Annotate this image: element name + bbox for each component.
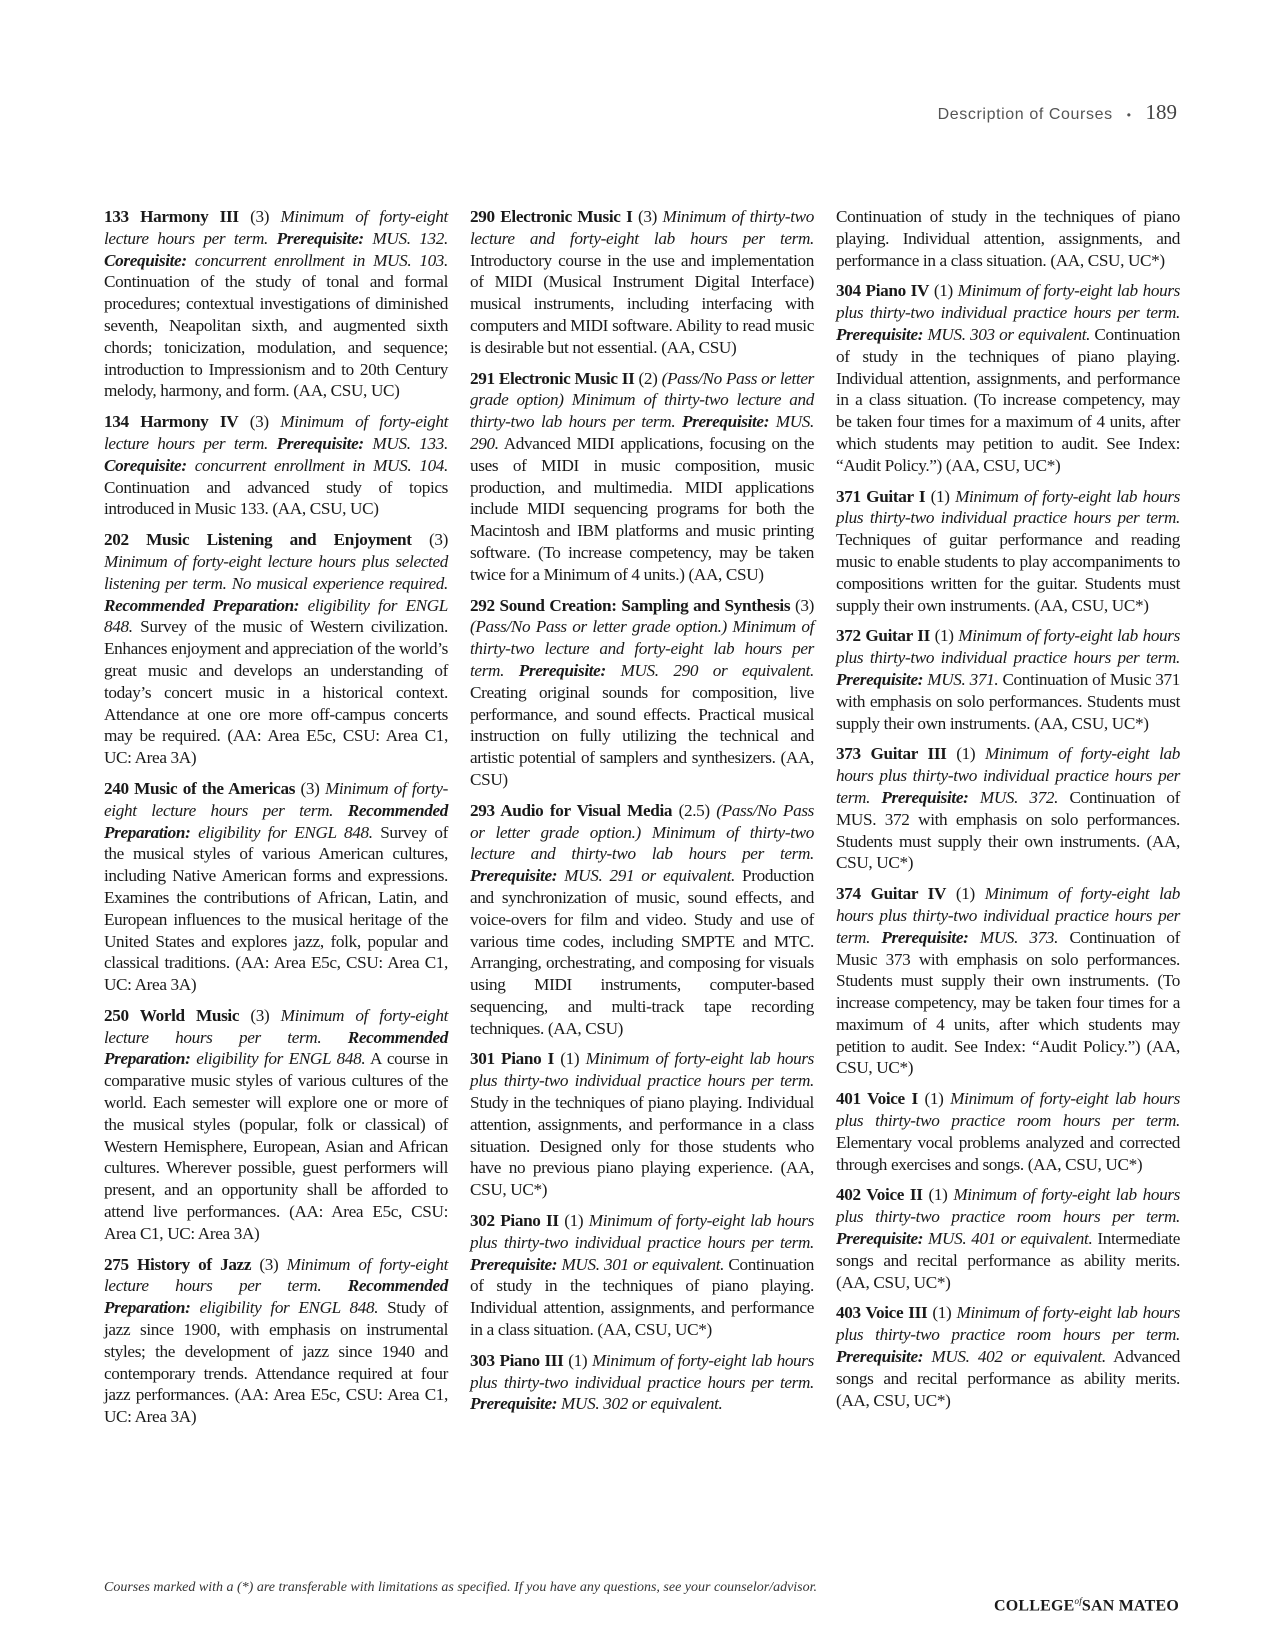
- course-details: Minimum of forty-eight lecture hours plus selected listening per term. No musical experience required.: [104, 551, 448, 593]
- logo-text-of: of: [1074, 1596, 1082, 1606]
- requirement-label: Prerequisite:: [881, 927, 969, 947]
- course-entry: [836, 1184, 1180, 1293]
- course-details: Minimum of forty-eight lecture hours per term.: [104, 778, 449, 820]
- course-description: Production and synchronization of music, sound effects, and voice-overs for film and video. Study and use of various time codes, including SMPTE and MTC. Arranging, orchestrating, and composing for visuals using MIDI instruments, computer-based sequencing, and multi-track tape recording techniques. (AA, CSU): [470, 866, 814, 1038]
- requirement-label: Corequisite:: [104, 250, 187, 270]
- course-description: Elementary vocal problems analyzed and corrected through exercises and songs. (AA, CSU, UC*): [836, 1132, 1180, 1174]
- course-description: (1): [917, 1089, 951, 1109]
- course-description: Advanced MIDI applications, focusing on the uses of MIDI in music composition, music production, and multimedia. MIDI applications include MIDI sequencing programs for both the Macintosh and IBM platforms and music printing software. (To increase competency, may be taken twice for a Minimum of 4 units.) (AA, CSU): [470, 433, 814, 584]
- course-title: 402 Voice II: [836, 1185, 923, 1205]
- course-details: MUS. 133.: [363, 433, 448, 453]
- course-entry: [836, 206, 1180, 271]
- requirement-label: Recommended Preparation:: [104, 1027, 448, 1069]
- course-title: 275 History of Jazz: [104, 1254, 252, 1274]
- course-description: (1): [946, 744, 986, 764]
- requirement-label: Prerequisite:: [836, 324, 924, 344]
- course-description: Study in the techniques of piano playing. Individual attention, assignments, and performance in a class situation. Designed only for those students who have no previous piano playing experience. (AA, CSU, UC*): [470, 1093, 814, 1200]
- column-1: [104, 206, 448, 1437]
- course-details: Minimum of forty-eight lab hours plus thirty-two individual practice hours per term.: [836, 626, 1180, 668]
- course-details: MUS. 372.: [968, 787, 1059, 807]
- course-details: eligibility for ENGL 848.: [190, 1298, 379, 1318]
- requirement-label: Prerequisite:: [881, 787, 969, 807]
- course-description: (3): [239, 1005, 281, 1025]
- course-description: Introductory course in the use and implementation of MIDI (Musical Instrument Digital Interface) musical instruments, including interfacing with computers and MIDI software. Ability to read music is desirable but not essential. (AA, CSU): [470, 250, 814, 357]
- course-title: 133 Harmony III: [104, 207, 239, 226]
- course-details: MUS. 402 or equivalent.: [923, 1347, 1106, 1367]
- requirement-label: Recommended Preparation:: [104, 595, 300, 615]
- course-details: MUS. 373.: [968, 927, 1059, 947]
- course-details: MUS. 301 or equivalent.: [557, 1254, 725, 1274]
- requirement-label: Corequisite:: [104, 455, 187, 475]
- course-entry: [104, 1254, 448, 1428]
- course-title: 292 Sound Creation: Sampling and Synthesis: [470, 595, 791, 615]
- course-details: MUS. 290 or equivalent.: [605, 660, 815, 680]
- course-entry: [836, 486, 1180, 617]
- course-description: Study of jazz since 1900, with emphasis on instrumental styles; the development of jazz since 1940 and contemporary trends. Attendance required at four jazz performances. (AA: Area E5c, CSU: Area C1, UC: Area 3A): [104, 1298, 448, 1427]
- course-title: 371 Guitar I: [836, 486, 926, 506]
- course-title: 373 Guitar III: [836, 744, 947, 764]
- course-details: (Pass/No Pass or letter grade option.) Minimum of thirty-two lecture and thirty-two lab hours per term.: [470, 800, 815, 864]
- course-title: 403 Voice III: [836, 1303, 928, 1323]
- course-entry: [836, 883, 1180, 1079]
- course-entry: [836, 1302, 1180, 1411]
- running-header: [938, 100, 1177, 125]
- logo-text-college: COLLEGE: [993, 1597, 1075, 1615]
- course-details: Minimum of forty-eight lecture hours per term.: [104, 1254, 448, 1296]
- requirement-label: Prerequisite:: [470, 1394, 558, 1414]
- course-entry: [104, 411, 448, 520]
- course-description: Survey of the musical styles of various American cultures, including Native American forms and expressions. Examines the contributions of African, Latin, and European influences to the musical heritage of the United States and explores jazz, folk, popular and classical traditions. (AA: Area E5c, CSU: Area C1, UC: Area 3A): [104, 822, 448, 995]
- requirement-label: Prerequisite:: [276, 433, 364, 453]
- course-details: MUS. 401 or equivalent.: [923, 1229, 1093, 1249]
- course-description: Creating original sounds for composition, live performance, and sound effects. Practical musical instruction on fully utilizing the technical and artistic potential of samplers and synthesizers. (AA, CSU): [470, 682, 814, 789]
- course-details: concurrent enrollment in MUS. 104.: [186, 455, 448, 475]
- course-description: Continuation of study in the techniques of piano playing. Individual attention, assignments, and performance in a class situation. (To increase competency, may be taken four times for a maximum of 4 units, after which students may petition to audit. See Index: “Audit Policy.”) (AA, CSU, UC*): [836, 324, 1180, 475]
- requirement-label: Prerequisite:: [836, 1229, 924, 1249]
- footnote: Courses marked with a (*) are transferable with limitations as specified. If you have any questions, see your counselor/advisor.: [104, 1580, 818, 1595]
- course-description: (2.5): [672, 800, 717, 820]
- course-entry: [836, 743, 1180, 874]
- course-description: Techniques of guitar performance and reading music to enable students to play accompaniments to compositions written for the guitar. Students must supply their own instruments. (AA, CSU, UC*): [836, 530, 1180, 615]
- course-details: eligibility for ENGL 848.: [190, 1049, 366, 1069]
- course-description: Continuation of study in the techniques of piano playing. Individual attention, assignments, and performance in a class situation. (AA, CSU, UC*): [836, 207, 1180, 270]
- course-details: MUS. 302 or equivalent.: [557, 1394, 723, 1414]
- course-description: (1): [929, 281, 958, 301]
- course-entry: [470, 1210, 814, 1341]
- requirement-label: Recommended Preparation:: [104, 1276, 448, 1318]
- course-description: (3): [238, 412, 281, 432]
- course-description: Advanced songs and recital performance as ability merits. (AA, CSU, UC*): [836, 1347, 1180, 1410]
- course-details: concurrent enrollment in MUS. 103.: [186, 250, 448, 270]
- course-details: Minimum of forty-eight lab hours plus thirty-two individual practice hours per term.: [836, 486, 1180, 528]
- course-description: (3): [238, 207, 281, 226]
- course-entry: [836, 1088, 1180, 1175]
- header-separator: •: [1126, 108, 1132, 122]
- page-number: 189: [1145, 100, 1177, 124]
- course-title: 202 Music Listening and Enjoyment: [104, 530, 412, 550]
- course-title: 250 World Music: [104, 1005, 240, 1025]
- course-title: 374 Guitar IV: [836, 884, 947, 904]
- column-3: [836, 206, 1180, 1420]
- course-details: MUS. 291 or equivalent.: [557, 866, 735, 886]
- section-title: Description of Courses: [937, 106, 1113, 123]
- course-entry: [470, 800, 814, 1040]
- course-description: Continuation of Music 371 with emphasis on solo performances. Students must supply their own instruments. (AA, CSU, UC*): [836, 669, 1180, 733]
- course-details: Minimum of forty-eight lecture hours per term.: [104, 1005, 448, 1047]
- course-details: MUS. 290.: [470, 412, 815, 453]
- course-title: 290 Electronic Music I: [470, 207, 633, 226]
- course-description: Continuation and advanced study of topics introduced in Music 133. (AA, CSU, UC): [104, 477, 448, 519]
- course-description: (3): [251, 1254, 287, 1274]
- course-description: Continuation of MUS. 372 with emphasis on solo performances. Students must supply their own instruments. (AA, CSU, UC*): [836, 787, 1180, 873]
- course-details: (Pass/No Pass or letter grade option.) Minimum of thirty-two lecture and forty-eight lab hours per term.: [470, 617, 814, 680]
- course-details: Minimum of forty-eight lab hours plus thirty-two practice room hours per term.: [836, 1185, 1180, 1227]
- course-details: Minimum of forty-eight lecture hours per term.: [104, 412, 449, 453]
- course-entry: [470, 206, 814, 359]
- column-2: [470, 206, 814, 1424]
- course-details: MUS. 371.: [923, 669, 999, 689]
- course-entry: [470, 368, 814, 586]
- course-details: Minimum of forty-eight lecture hours per term.: [104, 207, 448, 248]
- requirement-label: Recommended Preparation:: [104, 800, 448, 842]
- course-details: Minimum of forty-eight lab hours plus thirty-two individual practice hours per term.: [836, 744, 1180, 807]
- course-description: Continuation of study in the techniques of piano playing. Individual attention, assignments, and performance in a class situation. (AA, CSU, UC*): [470, 1254, 814, 1340]
- course-title: 240 Music of the Americas: [104, 778, 296, 798]
- course-details: Minimum of thirty-two lecture and forty-eight lab hours per term.: [470, 207, 814, 248]
- course-description: (1): [922, 1185, 954, 1205]
- course-details: Minimum of forty-eight lab hours plus thirty-two individual practice hours per term.: [836, 884, 1180, 947]
- course-description: (1): [563, 1350, 592, 1370]
- requirement-label: Prerequisite:: [836, 669, 924, 689]
- course-description: (1): [553, 1049, 586, 1069]
- course-entry: [470, 1350, 814, 1415]
- course-title: 302 Piano II: [470, 1211, 559, 1231]
- course-details: MUS. 132.: [363, 228, 448, 248]
- requirement-label: Prerequisite:: [276, 228, 364, 248]
- requirement-label: Prerequisite:: [836, 1347, 924, 1367]
- course-title: 304 Piano IV: [836, 281, 930, 301]
- course-title: 134 Harmony IV: [104, 412, 239, 432]
- course-description: Survey of the music of Western civilization. Enhances enjoyment and appreciation of the world’s great music and develops an understanding of today’s concert music in a historical context. Attendance at one ore more off-campus concerts may be required. (AA: Area E5c, CSU: Area C1, UC: Area 3A): [104, 617, 448, 768]
- course-entry: [470, 595, 814, 791]
- course-title: 291 Electronic Music II: [470, 368, 635, 388]
- course-entry: [470, 1048, 814, 1201]
- course-description: (3): [790, 595, 814, 615]
- course-description: (1): [927, 1303, 957, 1323]
- course-description: Continuation of Music 373 with emphasis on solo performances. Students must supply their own instruments. (To increase competency, may be taken four times for a maximum of 4 units, after which students may petition to audit. See Index: “Audit Policy.”) (AA, CSU, UC*): [836, 927, 1180, 1078]
- course-title: 293 Audio for Visual Media: [470, 800, 673, 820]
- course-entry: [104, 778, 448, 996]
- course-description: (2): [634, 368, 662, 388]
- course-description: Continuation of the study of tonal and formal procedures; contextual investigations of diminished seventh, Neapolitan sixth, and augmented sixth chords; tonicization, modulation, and sequence; introduction to Impressionism and to 20th Century melody, harmony, and form. (AA, CSU, UC): [104, 272, 448, 401]
- course-entry: [836, 625, 1180, 734]
- requirement-label: Prerequisite:: [518, 660, 606, 680]
- course-title: 301 Piano I: [470, 1049, 554, 1069]
- course-description: (1): [946, 884, 985, 904]
- course-details: eligibility for ENGL 848.: [190, 822, 373, 842]
- college-logo: [994, 1596, 1179, 1615]
- course-entry: [104, 206, 448, 402]
- course-description: (1): [558, 1211, 589, 1231]
- course-description: (3): [295, 778, 325, 798]
- course-title: 372 Guitar II: [836, 626, 930, 646]
- requirement-label: Prerequisite:: [681, 412, 770, 432]
- requirement-label: Prerequisite:: [470, 1254, 558, 1274]
- course-details: Minimum of forty-eight lab hours plus thirty-two individual practice hours per term.: [470, 1211, 814, 1252]
- course-entry: [104, 1005, 448, 1245]
- logo-text-san-mateo: SAN MATEO: [1081, 1597, 1179, 1615]
- course-description: (1): [925, 486, 956, 506]
- course-description: (3): [411, 530, 448, 550]
- course-description: Intermediate songs and recital performance as ability merits. (AA, CSU, UC*): [836, 1229, 1181, 1292]
- course-details: Minimum of forty-eight lab hours plus thirty-two individual practice hours per term.: [470, 1049, 814, 1091]
- course-details: (Pass/No Pass or letter grade option) Minimum of thirty-two lecture and thirty-two lab hours per term.: [470, 368, 814, 432]
- course-entry: [836, 280, 1180, 476]
- course-description: (1): [929, 626, 959, 646]
- course-details: Minimum of forty-eight lab hours plus thirty-two individual practice hours per term.: [470, 1350, 814, 1392]
- course-title: 401 Voice I: [836, 1089, 918, 1109]
- requirement-label: Prerequisite:: [470, 866, 558, 886]
- course-description: (3): [632, 207, 663, 226]
- course-details: Minimum of forty-eight lab hours plus thirty-two practice room hours per term.: [836, 1089, 1180, 1131]
- course-details: eligibility for ENGL 848.: [104, 595, 449, 637]
- course-description: A course in comparative music styles of various cultures of the world. Each semester will explore one or more of the musical styles (popular, folk or classical) of Western Hemisphere, European, Asian and African cultures. Wherever possible, guest performers will present, and an opportunity shall be afforded to attend live performances. (AA: Area E5c, CSU: Area C1, UC: Area 3A): [104, 1049, 448, 1243]
- course-entry: [104, 529, 448, 769]
- course-details: Minimum of forty-eight lab hours plus thirty-two practice room hours per term.: [836, 1303, 1180, 1345]
- course-title: 303 Piano III: [470, 1350, 564, 1370]
- course-details: Minimum of forty-eight lab hours plus thirty-two individual practice hours per term.: [836, 281, 1180, 323]
- course-details: MUS. 303 or equivalent.: [923, 324, 1091, 344]
